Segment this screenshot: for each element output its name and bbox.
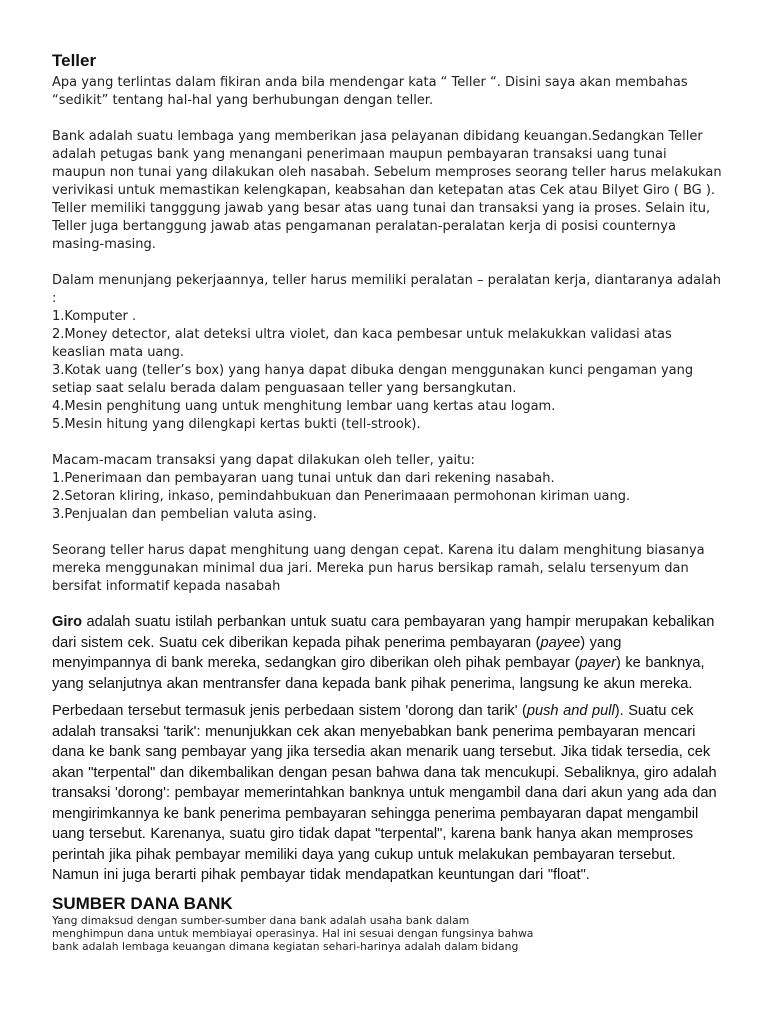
transactions-list [52,470,722,524]
list-item: 5.Mesin hitung yang dilengkapi kertas bukti (tell-strook). [52,417,421,432]
giro-paragraph-2: Perbedaan tersebut termasuk jenis perbedaan sistem 'dorong dan tarik' (push and pull). Suatu cek adalah transaksi 'tarik': menunjukkan cek akan menyebabkan bank penerima pembayaran mencari dana ke bank sang pembayar yang jika tersedia akan menarik uang tersebut. Jika tidak tersedia, cek akan "terpental" dan dikembalikan dengan pesan bahwa dana tak mencukupi. Sebaliknya, giro adalah transaksi 'dorong': pembayar memerintahkan banknya untuk mengambil dana dari akun yang ada dan mengirimkannya ke bank penerima pembayaran sehingga penerima pembayaran dapat mengambil uang tersebut. Karenanya, suatu giro tidak dapat "terpental", karena bank hanya akan memproses perintah jika pihak pembayar memiliki daya yang cukup untuk melakukan pembayaran tersebut. Namun ini juga berarti pihak pembayar tidak mendapatkan keuntungan dari "float". [52,703,717,883]
sumber-line: menghimpun dana untuk membiayai operasinya. Hal ini sesuai dengan fungsinya bahwa [52,926,534,940]
giro-paragraph-1: Giro adalah suatu istilah perbankan untuk suatu cara pembayaran yang hampir merupakan kebalikan dari sistem cek. Suatu cek diberikan kepada pihak penerima pembayaran (payee) yang menyimpannya di bank mereka, sedangkan giro diberikan oleh pihak pembayar (payer) ke banknya, yang selanjutnya akan mentransfer dana kepada bank pihak penerima, langsung ke akun mereka. [52,614,715,692]
teller-title: Teller [52,51,97,70]
transactions-intro: Macam-macam transaksi yang dapat dilakukan oleh teller, yaitu: [52,453,475,468]
payer-term: payer [579,655,616,671]
sumber-line: bank adalah lembaga keuangan dimana kegiatan sehari-harinya adalah dalam bidang [52,939,519,953]
teller-closing-paragraph: Seorang teller harus dapat menghitung uang dengan cepat. Karena itu dalam menghitung biasanya mereka menggunakan minimal dua jari. Mereka pun harus bersikap ramah, selalu tersenyum dan bersifat informatif kepada nasabah [52,543,705,594]
tools-intro: Dalam menunjang pekerjaannya, teller harus memiliki peralatan – peralatan kerja, diantaranya adalah : [52,273,721,306]
payee-term: payee [540,634,581,651]
teller-intro: Apa yang terlintas dalam fikiran anda bila mendengar kata “ Teller “. Disini saya akan membahas “sedikit” tentang hal-hal yang berhubungan dengan teller. [52,75,688,108]
teller-bank-paragraph: Bank adalah suatu lembaga yang memberikan jasa pelayanan dibidang keuangan.Sedangkan Teller adalah petugas bank yang menangani penerimaan maupun pembayaran transaksi uang tunai maupun non tunai yang dilakukan oleh nasabah. Sebelum memproses seorang teller harus melakukan verivikasi untuk memastikan kelengkapan, keabsahan dan ketepatan atas Cek atau Bilyet Giro ( BG ). Teller memiliki tangggung jawab yang besar atas uang tunai dan transaksi yang ia proses. Selain itu, Teller juga bertanggung jawab atas pengamanan peralatan-peralatan kerja di posisi counternya masing-masing. [52,129,722,252]
list-item: 1.Penerimaan dan pembayaran uang tunai untuk dan dari rekening nasabah. [52,471,555,486]
tools-list [52,308,722,434]
list-item: 3.Penjualan dan pembelian valuta asing. [52,507,317,522]
giro-term: Giro [52,614,82,630]
push-pull-term: push and pull [526,703,615,719]
sumber-line: Yang dimaksud dengan sumber-sumber dana bank adalah usaha bank dalam [52,913,470,927]
list-item: 3.Kotak uang (teller’s box) yang hanya dapat dibuka dengan menggunakan kunci pengaman yang setiap saat selalu berada dalam penguasaan teller yang bersangkutan. [52,363,694,396]
sumber-dana-title: SUMBER DANA BANK [52,893,233,913]
list-item: 2.Setoran kliring, inkaso, pemindahbukuan dan Penerimaaan permohonan kiriman uang. [52,489,631,504]
document-page [52,50,722,953]
list-item: 1.Komputer . [52,309,137,324]
list-item: 2.Money detector, alat deteksi ultra violet, dan kaca pembesar untuk melakukkan validasi atas keaslian mata uang. [52,327,672,360]
list-item: 4.Mesin penghitung uang untuk menghitung lembar uang kertas atau logam. [52,399,556,414]
